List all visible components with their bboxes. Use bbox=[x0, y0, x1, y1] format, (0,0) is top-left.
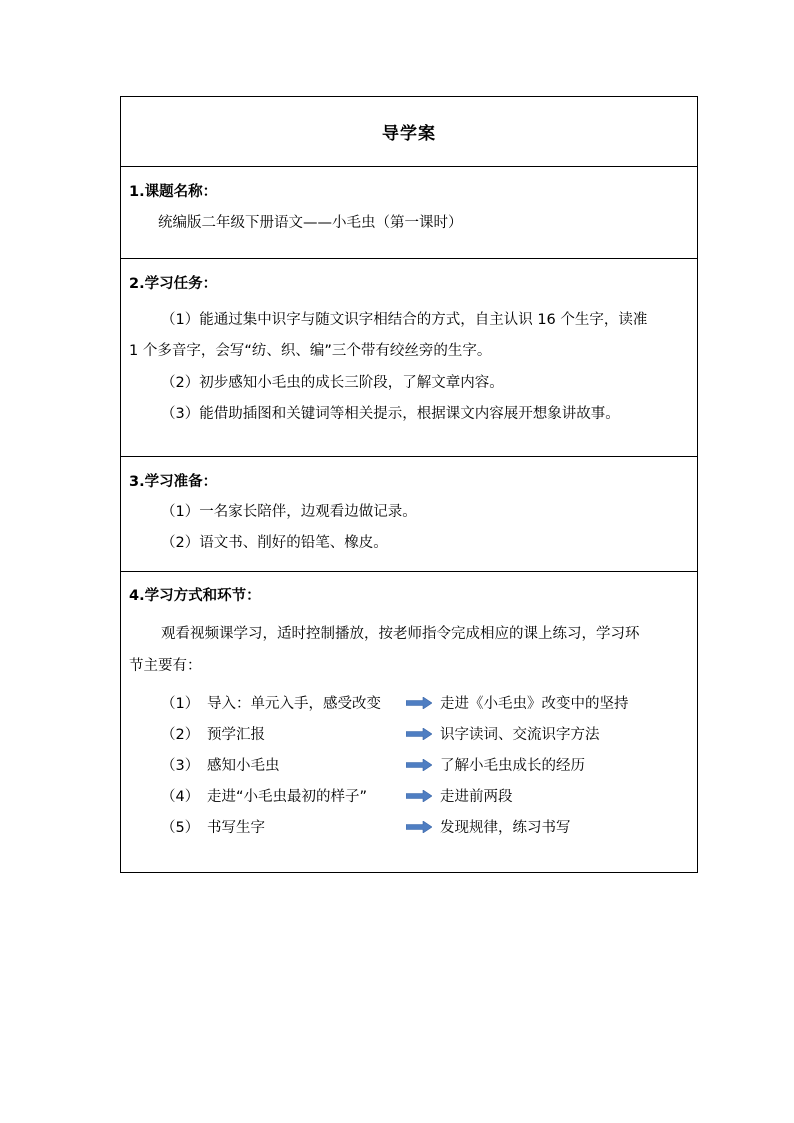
step-row bbox=[121, 723, 699, 747]
step-row bbox=[121, 754, 699, 778]
step-number: （5） bbox=[161, 820, 200, 836]
step-outcome: 走进《小毛虫》改变中的坚持 bbox=[440, 696, 629, 712]
step-label: 导入：单元入手，感受改变 bbox=[207, 696, 381, 712]
step-number: （1） bbox=[161, 696, 200, 712]
step-outcome: 发现规律，练习书写 bbox=[440, 820, 571, 836]
step-row bbox=[121, 816, 699, 840]
title-row bbox=[121, 97, 697, 167]
step-label: 预学汇报 bbox=[207, 727, 265, 743]
section-learning-tasks bbox=[121, 259, 697, 457]
step-row bbox=[121, 692, 699, 716]
lesson-name: 统编版二年级下册语文——小毛虫（第一课时） bbox=[158, 215, 463, 231]
right-arrow-icon bbox=[406, 697, 432, 709]
section-lesson-name bbox=[121, 167, 697, 259]
step-outcome: 了解小毛虫成长的经历 bbox=[440, 758, 585, 774]
section-preparation bbox=[121, 457, 697, 572]
step-number: （3） bbox=[161, 758, 200, 774]
method-intro: 观看视频课学习，适时控制播放，按老师指令完成相应的课上练习，学习环 bbox=[161, 626, 640, 642]
prep-line: （2）语文书、削好的铅笔、橡皮。 bbox=[161, 535, 388, 551]
page-title: 导学案 bbox=[382, 124, 436, 144]
section-heading: 4.学习方式和环节： bbox=[129, 588, 261, 604]
right-arrow-icon bbox=[406, 821, 432, 833]
study-guide-table bbox=[120, 96, 698, 873]
step-label: 走进“小毛虫最初的样子” bbox=[207, 789, 368, 805]
step-outcome: 识字读词、交流识字方法 bbox=[440, 727, 600, 743]
task-line: 1 个多音字，会写“纺、织、编”三个带有绞丝旁的生字。 bbox=[129, 343, 492, 359]
task-line: （2）初步感知小毛虫的成长三阶段，了解文章内容。 bbox=[161, 375, 504, 391]
right-arrow-icon bbox=[406, 728, 432, 740]
step-label: 感知小毛虫 bbox=[207, 758, 280, 774]
step-label: 书写生字 bbox=[207, 820, 265, 836]
right-arrow-icon bbox=[406, 759, 432, 771]
task-line: （3）能借助插图和关键词等相关提示，根据课文内容展开想象讲故事。 bbox=[161, 406, 620, 422]
step-number: （4） bbox=[161, 789, 200, 805]
method-intro: 节主要有： bbox=[129, 658, 202, 674]
step-outcome: 走进前两段 bbox=[440, 789, 513, 805]
section-heading: 2.学习任务： bbox=[129, 276, 218, 292]
step-row bbox=[121, 785, 699, 809]
right-arrow-icon bbox=[406, 790, 432, 802]
task-line: （1）能通过集中识字与随文识字相结合的方式，自主认识 16 个生字，读准 bbox=[161, 312, 648, 328]
section-learning-method bbox=[121, 572, 697, 872]
prep-line: （1）一名家长陪伴，边观看边做记录。 bbox=[161, 504, 417, 520]
section-heading: 1.课题名称： bbox=[129, 184, 218, 200]
section-heading: 3.学习准备： bbox=[129, 474, 218, 490]
step-number: （2） bbox=[161, 727, 200, 743]
